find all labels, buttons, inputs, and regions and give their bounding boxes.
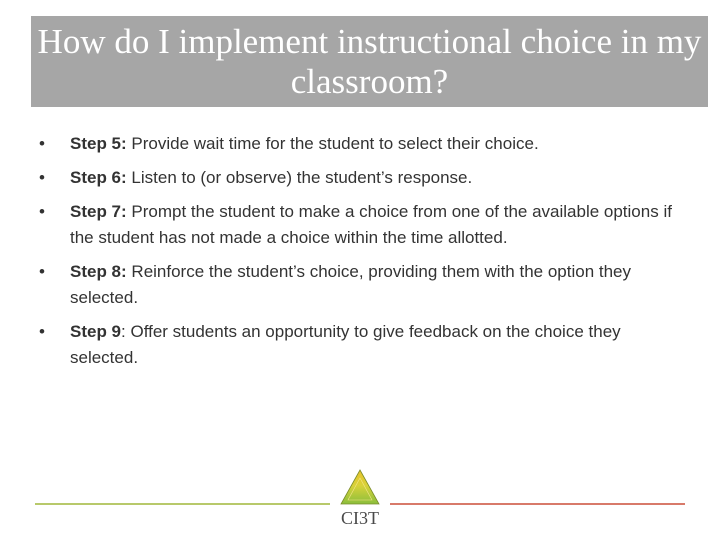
bullet-item-step-8: [35, 259, 685, 311]
footer-divider-right: [390, 503, 685, 505]
bullet-icon: •: [39, 168, 45, 187]
footer-divider-left: [35, 503, 330, 505]
bullet-item-step-9: [35, 319, 685, 371]
logo-text: CI3T: [341, 508, 379, 528]
step-label: Step 6:: [70, 168, 127, 187]
step-text: Prompt the student to make a choice from one of the available options if the student has not made a choice within the time allotted.: [70, 202, 672, 247]
step-label: Step 5:: [70, 134, 127, 153]
bullet-list: [35, 131, 685, 379]
step-text: Provide wait time for the student to select their choice.: [126, 134, 539, 153]
bullet-item-step-5: [35, 131, 685, 157]
step-text: Listen to (or observe) the student’s response.: [126, 168, 473, 187]
step-label: Step 9: [70, 322, 122, 341]
slide-title: How do I implement instructional choice in my classroom?: [37, 21, 702, 101]
step-text: Reinforce the student’s choice, providing them with the option they selected.: [70, 262, 632, 307]
bullet-icon: •: [39, 322, 45, 341]
bullet-item-step-6: [35, 165, 685, 191]
step-text: : Offer students an opportunity to give feedback on the choice they selected.: [70, 322, 621, 367]
step-label: Step 8:: [70, 262, 127, 281]
bullet-icon: •: [39, 134, 45, 153]
bullet-icon: •: [39, 202, 45, 221]
title-bar: [31, 16, 708, 107]
bullet-item-step-7: [35, 199, 685, 251]
bullet-icon: •: [39, 262, 45, 281]
step-label: Step 7:: [70, 202, 127, 221]
